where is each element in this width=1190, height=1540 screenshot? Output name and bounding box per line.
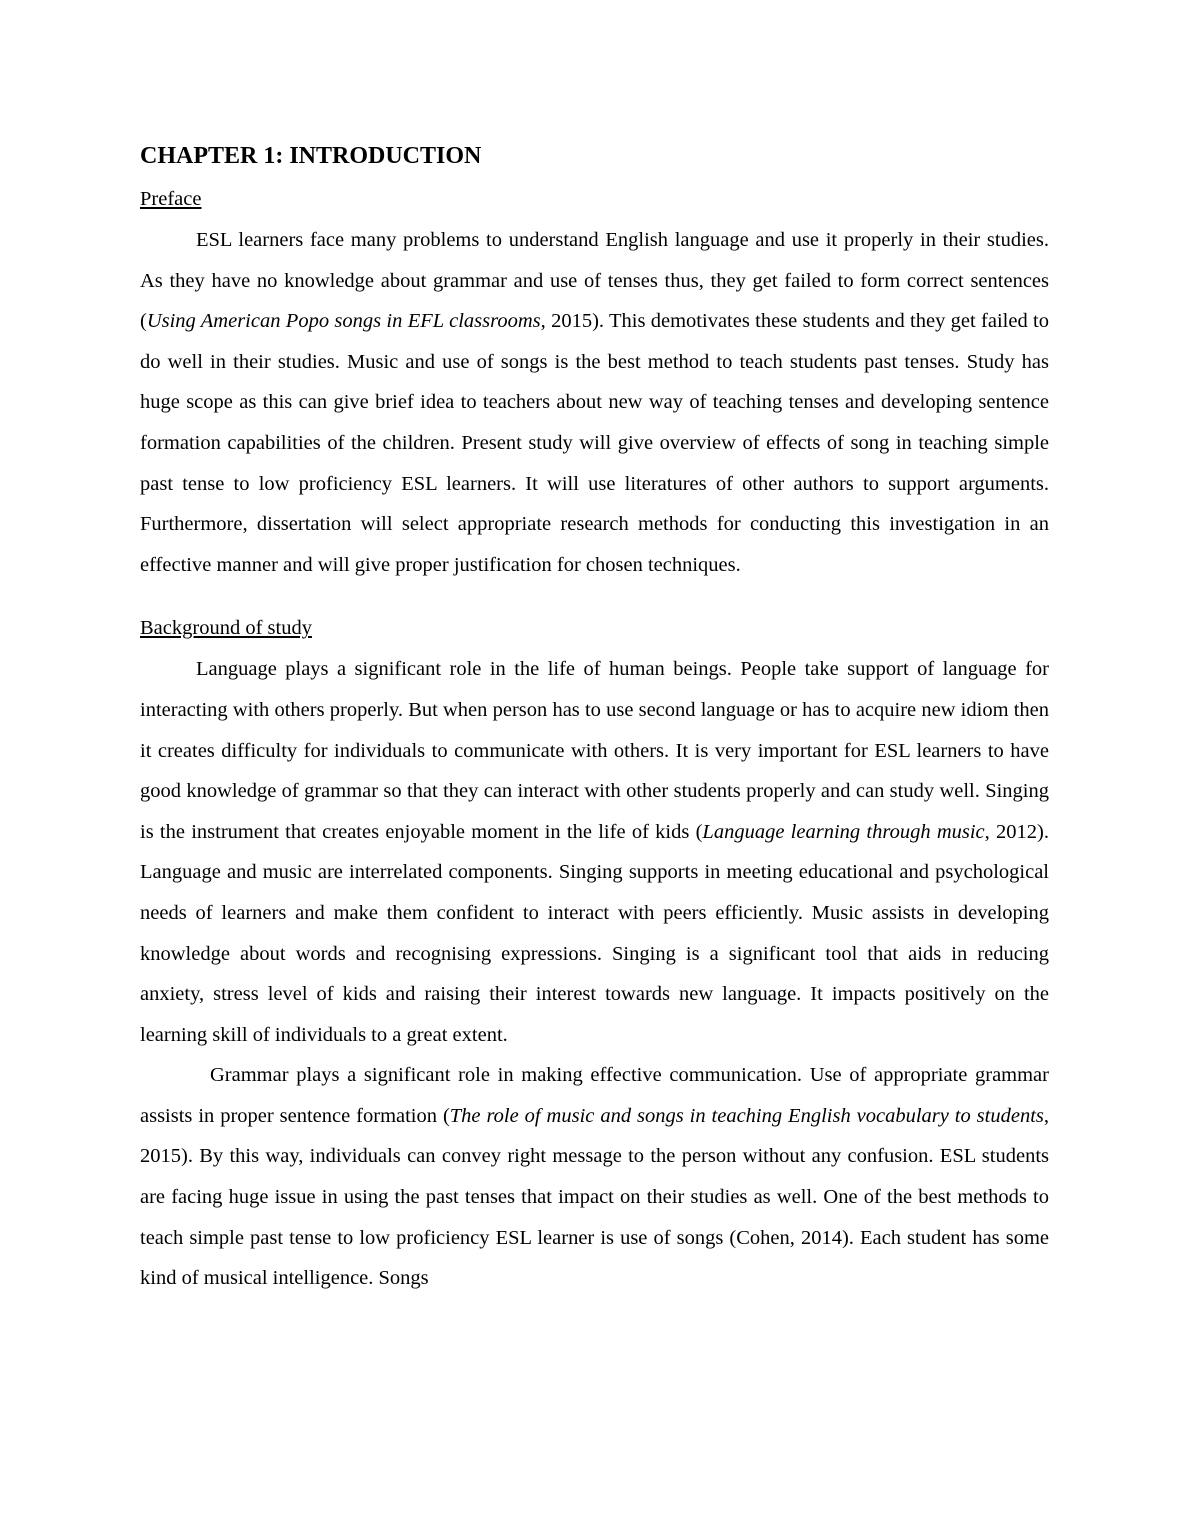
document-page (140, 138, 1049, 1299)
preface-heading: Preface (140, 188, 202, 210)
background-p1-text-b: , 2012). Language and music are interrelated components. Singing supports in meeting educational and psychological needs of learners and make them confident to interact with peers efficiently. Music assists in developing knowledge about words and recognising expressions. Singing is a significant tool that aids in reducing anxiety, stress level of kids and raising their interest towards new language. It impacts positively on the learning skill of individuals to a great extent. (140, 820, 1050, 1046)
section-gap (140, 585, 1049, 613)
background-paragraph-2 (140, 1055, 1049, 1299)
preface-text-b: , 2015). This demotivates these students and they get failed to do well in their studies. Music and use of songs is the best method to teach students past tenses. Study has huge scope as this can give brief idea to teachers about new way of teaching tenses and developing sentence formation capabilities of the children. Present study will give overview of effects of song in teaching simple past tense to low proficiency ESL learners. It will use literatures of other authors to support arguments. Furthermore, dissertation will select appropriate research methods for conducting this investigation in an effective manner and will give proper justification for chosen techniques. (140, 310, 1049, 576)
background-p1-text-a: Language plays a significant role in the life of human beings. People take support of language for interacting with others properly. But when person has to use second language or has to acquire new idiom then it creates difficulty for individuals to communicate with others. It is very important for ESL learners to have good knowledge of grammar so that they can interact with other students properly and can study well. Singing is the instrument that creates enjoyable moment in the life of kids ( (140, 658, 1049, 843)
background-heading: Background of study (140, 617, 312, 640)
chapter-title: CHAPTER 1: INTRODUCTION (140, 143, 482, 169)
preface-paragraph (140, 220, 1049, 585)
preface-text-a: ESL learners face many problems to understand English language and use it properly in their studies. As they have no knowledge about grammar and use of tenses thus, they get failed to form correct sentences ( (140, 229, 1049, 333)
background-p1-citation: Language learning through music (702, 820, 985, 843)
preface-citation: Using American Popo songs in EFL classrooms (146, 310, 541, 333)
background-p2-citation: The role of music and songs in teaching English vocabulary to students (449, 1104, 1044, 1127)
background-p2-text-a: Grammar plays a significant role in making effective communication. Use of appropriate grammar assists in proper sentence formation ( (140, 1064, 1049, 1127)
background-paragraph-1 (140, 649, 1049, 1055)
background-p2-text-b: , 2015). By this way, individuals can convey right message to the person without any confusion. ESL students are facing huge issue in using the past tenses that impact on their studies as well. One of the best methods to teach simple past tense to low proficiency ESL learner is use of songs (Cohen, 2014). Each student has some kind of musical intelligence. Songs (140, 1104, 1049, 1290)
